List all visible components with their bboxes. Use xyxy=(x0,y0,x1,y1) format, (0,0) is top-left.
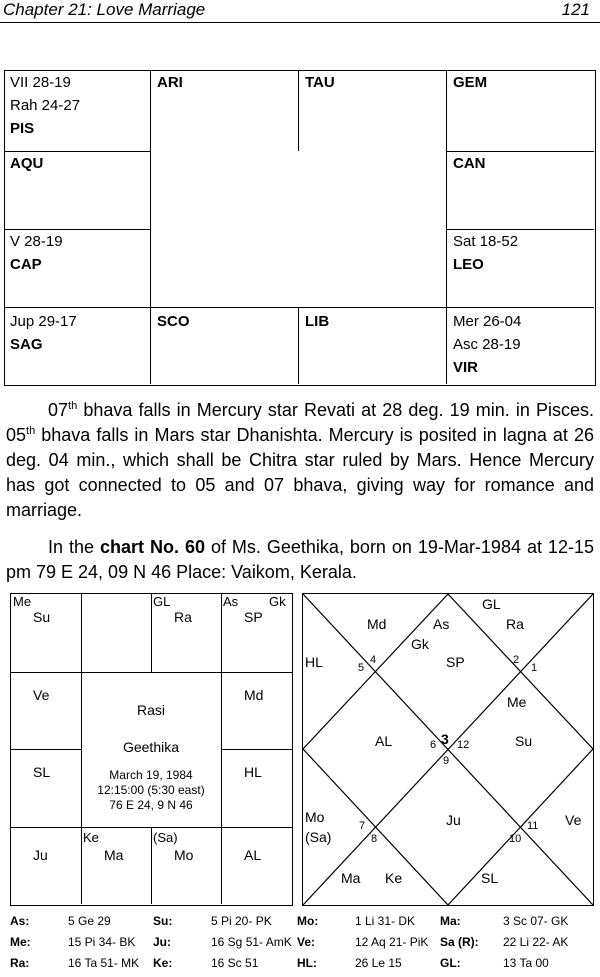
cell-aries xyxy=(152,71,188,94)
sign-label: GEM xyxy=(453,74,488,91)
planet-key: Ve: xyxy=(297,935,316,949)
planet-key: Me: xyxy=(10,935,31,949)
planet-label: Ve xyxy=(565,812,582,828)
text: of Ms. Geethika, born on 19-Mar-1984 at 12-15 pm 79 E 24, 09 N 46 Place: Vaikom, Kerala. xyxy=(6,537,594,582)
planet-value: 5 Ge 29 xyxy=(68,914,111,928)
text: 07 xyxy=(48,400,69,420)
paragraph-chart-intro xyxy=(6,535,594,585)
page-header xyxy=(0,0,600,23)
planet-label: Me xyxy=(507,694,527,710)
cell-text: Sat 18-52 xyxy=(453,233,519,250)
planet-label: As xyxy=(433,616,450,632)
planet-label: Ve xyxy=(33,687,50,703)
cell-text: Asc 28-19 xyxy=(453,336,521,353)
grid-line xyxy=(298,71,299,151)
house-number: 9 xyxy=(443,755,450,767)
planet-label: Su xyxy=(33,609,51,625)
planet-value: 1 Li 31- DK xyxy=(355,914,416,928)
planet-label: As xyxy=(223,594,239,609)
house-number-lagna: 3 xyxy=(441,731,449,747)
planet-label: Md xyxy=(244,687,264,703)
planet-label: Md xyxy=(367,616,387,632)
chapter-title: Chapter 21: Love Marriage xyxy=(3,0,206,19)
planet-label: GL xyxy=(482,596,501,612)
sign-label: ARI xyxy=(157,74,183,91)
cell-sagittarius xyxy=(5,310,82,356)
planet-value: 5 Pi 20- PK xyxy=(211,914,272,928)
cell-virgo xyxy=(448,310,526,379)
birth-date: March 19, 1984 xyxy=(109,768,193,782)
house-number: 2 xyxy=(513,654,520,666)
sign-label: LIB xyxy=(305,313,330,330)
house-number: 12 xyxy=(457,739,470,751)
house-number: 10 xyxy=(509,833,522,845)
sign-label: PIS xyxy=(10,120,35,137)
north-indian-chart xyxy=(302,593,594,906)
planet-label: Ju xyxy=(446,812,461,828)
planet-label: SP xyxy=(446,654,465,670)
chart-reference: chart No. 60 xyxy=(99,537,205,557)
rasi-chart xyxy=(10,593,293,906)
planet-key: As: xyxy=(10,914,30,928)
grid-line xyxy=(298,307,299,384)
birth-chart-table xyxy=(4,70,596,386)
planet-value: 16 Ta 51- MK xyxy=(68,956,140,970)
planet-label: SL xyxy=(33,764,51,780)
planet-label: GL xyxy=(153,594,171,609)
cell-text: VII 28-19 xyxy=(10,74,71,91)
planet-value: 3 Sc 07- GK xyxy=(503,914,569,928)
planet-value: 12 Aq 21- PiK xyxy=(355,935,429,949)
planet-label: Ra xyxy=(506,616,524,632)
grid-line xyxy=(11,827,292,828)
house-number: 8 xyxy=(371,833,378,845)
planet-value: 26 Le 15 xyxy=(355,956,402,970)
grid-line xyxy=(446,71,447,384)
planet-label: Ke xyxy=(83,830,99,845)
planet-key: Ju: xyxy=(153,935,171,949)
sign-label: CAP xyxy=(10,256,42,273)
planet-label: Ma xyxy=(104,847,124,863)
grid-line xyxy=(221,749,292,750)
planet-value: 13 Ta 00 xyxy=(503,956,549,970)
planet-label: (Sa) xyxy=(153,830,178,845)
planet-value: 16 Sc 51 xyxy=(211,956,259,970)
cell-cancer xyxy=(448,152,491,175)
cell-pisces xyxy=(5,71,85,140)
sign-label: TAU xyxy=(305,74,335,91)
cell-text: Jup 29-17 xyxy=(10,313,77,330)
cell-leo xyxy=(448,230,523,276)
planet-label: SP xyxy=(244,609,263,625)
planet-key: Su: xyxy=(153,914,173,928)
birth-time: 12:15:00 (5:30 east) xyxy=(97,783,205,797)
cell-gemini xyxy=(448,71,492,94)
planet-label: Mo xyxy=(174,847,194,863)
planet-label: Su xyxy=(515,733,533,749)
planet-key: Ra: xyxy=(10,956,30,970)
chart-type-label: Rasi xyxy=(136,702,165,718)
grid-line xyxy=(5,307,594,308)
planet-label: Ke xyxy=(385,870,403,886)
planet-value: 15 Pi 34- BK xyxy=(68,935,136,949)
grid-line xyxy=(151,827,152,904)
planet-key: HL: xyxy=(297,956,317,970)
grid-line xyxy=(150,71,151,384)
cell-text: Rah 24-27 xyxy=(10,97,81,114)
planet-label: AL xyxy=(244,847,262,863)
cell-scorpio xyxy=(152,310,195,333)
text: In the xyxy=(48,537,100,557)
sign-label: SAG xyxy=(10,336,43,353)
text: th xyxy=(26,425,36,437)
grid-line xyxy=(11,672,292,673)
planet-label: Ma xyxy=(341,870,361,886)
planet-label: Me xyxy=(13,594,32,609)
planet-label: (Sa) xyxy=(305,829,332,845)
planet-label: Gk xyxy=(269,594,286,609)
birth-coordinates: 76 E 24, 9 N 46 xyxy=(109,798,193,812)
cell-text: Mer 26-04 xyxy=(453,313,522,330)
planet-key: Ke: xyxy=(153,956,173,970)
cell-libra xyxy=(300,310,334,333)
house-number: 11 xyxy=(527,820,539,832)
page-number: 121 xyxy=(561,0,590,19)
chart-name: Geethika xyxy=(122,739,180,755)
text: th xyxy=(68,400,78,412)
planet-label: Mo xyxy=(305,809,325,825)
grid-line xyxy=(11,749,81,750)
planet-value: 16 Sg 51- AmK xyxy=(211,935,292,949)
grid-line xyxy=(151,594,152,672)
house-number: 7 xyxy=(359,820,366,832)
house-number: 5 xyxy=(358,662,365,674)
sign-label: AQU xyxy=(10,155,44,172)
cell-aquarius xyxy=(5,152,48,175)
cell-taurus xyxy=(300,71,340,94)
sign-label: LEO xyxy=(453,256,484,273)
planet-label: HL xyxy=(305,654,323,670)
planet-label: Ju xyxy=(33,847,48,863)
cell-capricorn xyxy=(5,230,68,276)
planet-label: AL xyxy=(375,733,393,749)
sign-label: CAN xyxy=(453,155,486,172)
text: bhava falls in Mercury star Revati at 28 deg. 19 min. in Pisces. 05 xyxy=(6,400,594,445)
sign-label: SCO xyxy=(157,313,190,330)
planet-key: Sa (R): xyxy=(440,935,479,949)
paragraph-analysis xyxy=(6,398,594,523)
text: bhava falls in Mars star Dhanishta. Mercury is posited in lagna at 26 deg. 04 min., which shall be Chitra star ruled by Mars. Hence Mercury has got connected to 05 and 07 bhava, giving way for romance and marriage. xyxy=(6,425,594,520)
cell-text: V 28-19 xyxy=(10,233,63,250)
planet-value: 22 Li 22- AK xyxy=(503,935,569,949)
planet-key: Ma: xyxy=(440,914,461,928)
house-number: 4 xyxy=(370,654,377,666)
house-number: 1 xyxy=(531,662,538,674)
planet-label: Gk xyxy=(411,636,429,652)
planet-label: HL xyxy=(244,764,262,780)
house-number: 6 xyxy=(430,739,437,751)
chart-lines xyxy=(303,594,593,905)
planet-key: Mo: xyxy=(297,914,319,928)
planet-label: SL xyxy=(481,870,499,886)
planet-key: GL: xyxy=(440,956,461,970)
sign-label: VIR xyxy=(453,359,479,376)
planet-label: Ra xyxy=(174,609,192,625)
